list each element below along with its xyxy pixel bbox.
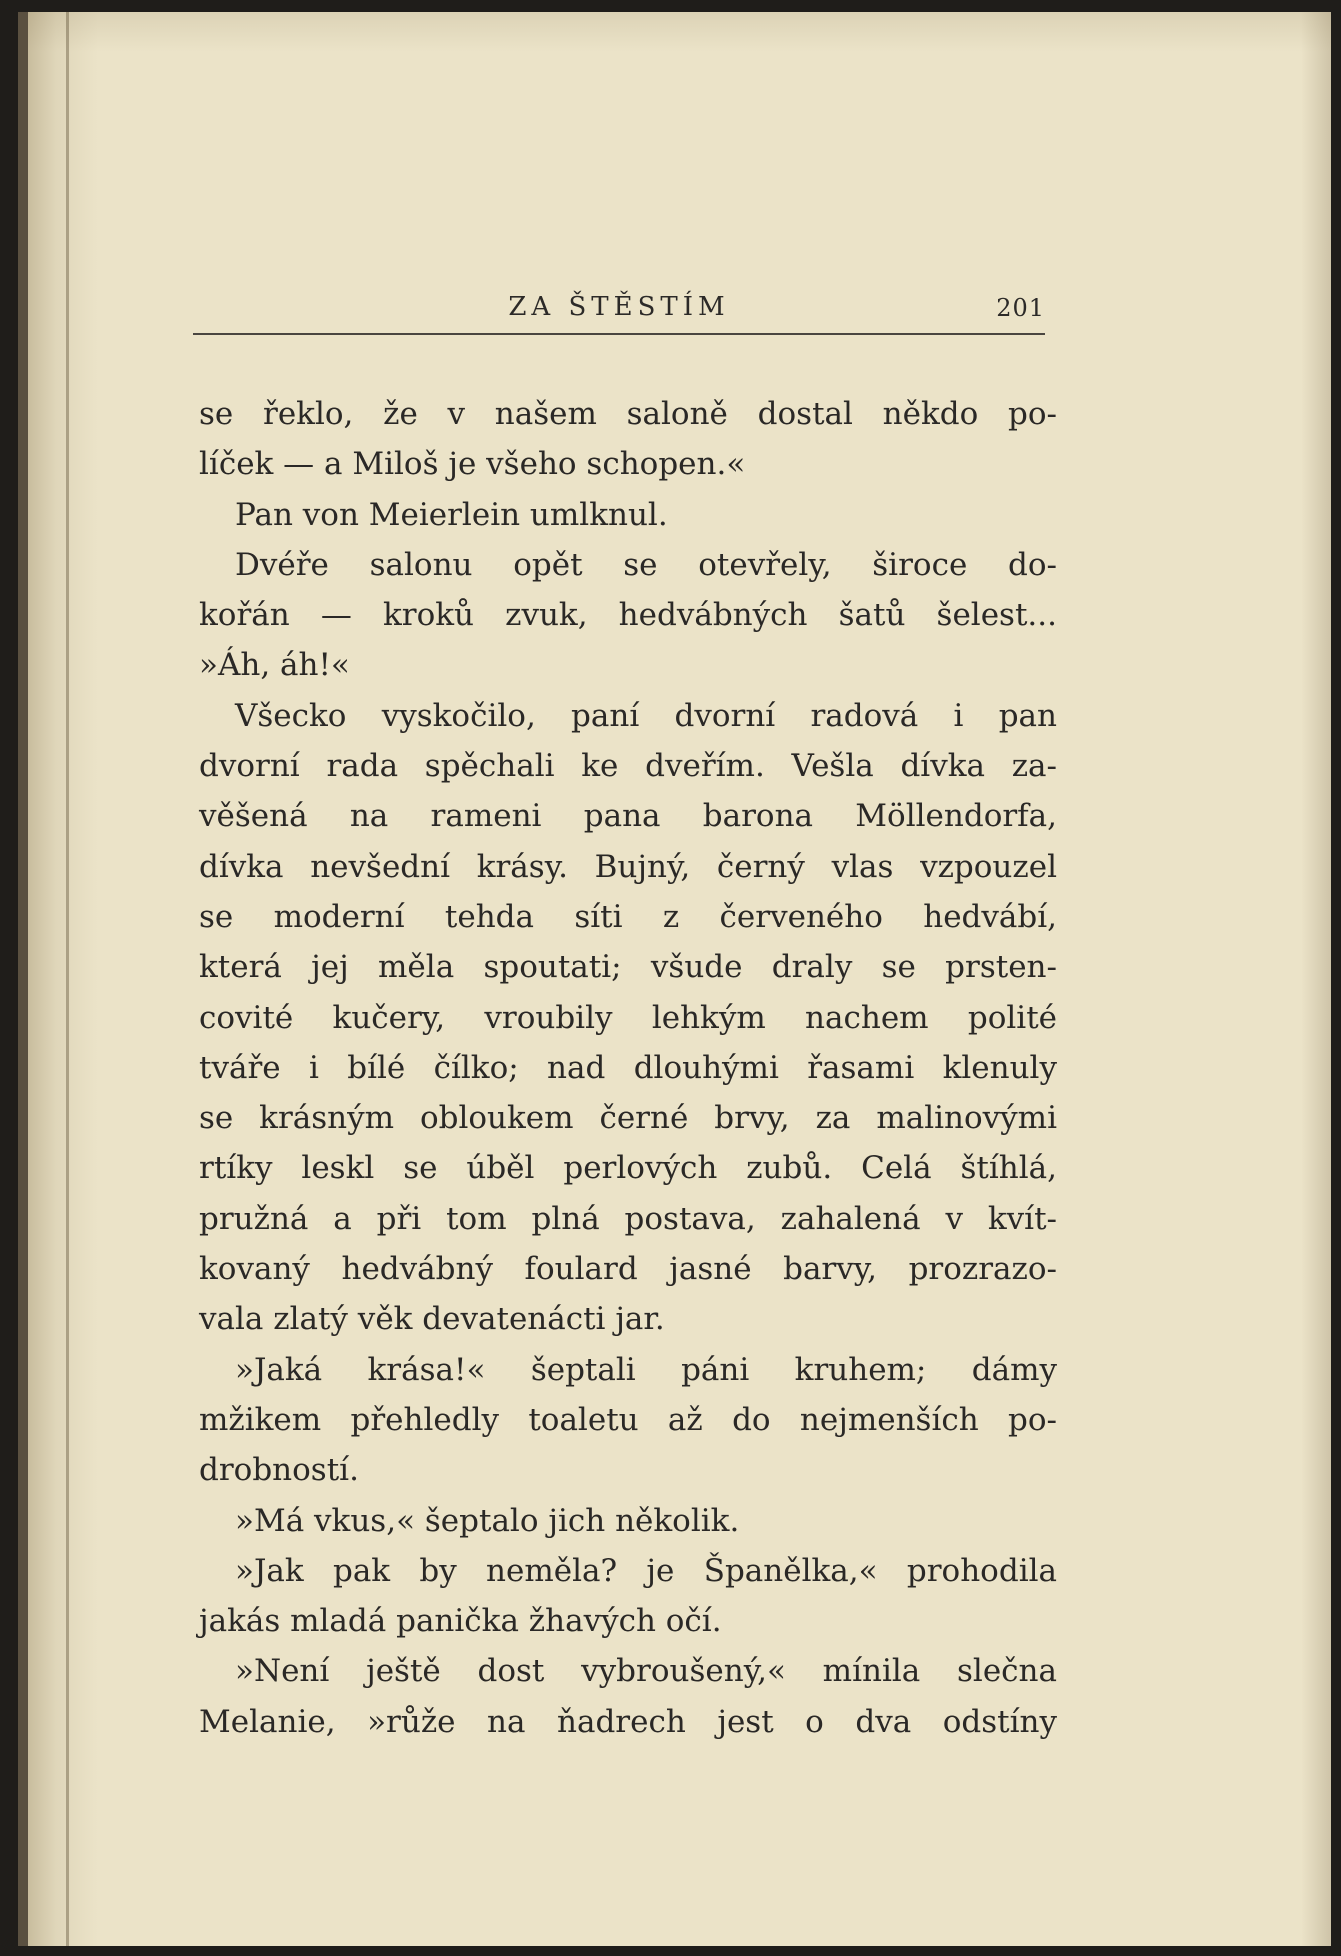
text-line: »Není ještě dost vybroušený,« mínila slečna <box>235 1653 1057 1690</box>
text-line: »Má vkus,« šeptalo jich několik. <box>235 1502 740 1539</box>
text-line: mžikem přehledly toaletu až do nejmenších po- <box>199 1401 1057 1438</box>
text-line: dívka nevšední krásy. Bujný, černý vlas vzpouzel <box>199 848 1057 885</box>
header-rule <box>193 333 1045 335</box>
text-line: která jej měla spoutati; všude draly se prsten- <box>199 949 1057 986</box>
text-line: covité kučery, vroubily lehkým nachem polité <box>199 999 1057 1036</box>
text-line: vala zlatý věk devatenácti jar. <box>199 1301 665 1338</box>
text-line: »Jaká krása!« šeptali páni kruhem; dámy <box>235 1351 1057 1388</box>
text-line: jakás mladá panička žhavých očí. <box>199 1603 722 1640</box>
binding-gutter <box>66 12 69 1946</box>
text-line: dvorní rada spěchali ke dveřím. Vešla dívka za- <box>199 748 1057 785</box>
text-line: se krásným obloukem černé brvy, za malinovými <box>199 1100 1057 1137</box>
running-title: ZA ŠTĚSTÍM <box>508 292 730 322</box>
text-line: »Áh, áh!« <box>199 647 350 684</box>
text-line: drobností. <box>199 1452 359 1489</box>
text-line: Pan von Meierlein umlknul. <box>235 496 668 533</box>
text-line: Všecko vyskočilo, paní dvorní radová i pan <box>235 697 1057 734</box>
text-line: tváře i bílé čílko; nad dlouhými řasami klenuly <box>199 1049 1057 1086</box>
text-line: Dvéře salonu opět se otevřely, široce do- <box>235 546 1057 583</box>
body-text <box>199 389 1057 1747</box>
text-line: se moderní tehda síti z červeného hedvábí, <box>199 898 1057 935</box>
text-line: se řeklo, že v našem saloně dostal někdo po- <box>199 396 1057 432</box>
running-head <box>193 288 1045 326</box>
text-line: »Jak pak by neměla? je Španělka,« prohodila <box>235 1552 1057 1589</box>
page-number: 201 <box>996 294 1045 322</box>
text-line: rtíky leskl se úběl perlových zubů. Celá štíhlá, <box>199 1150 1057 1187</box>
text-line: líček — a Miloš je všeho schopen.« <box>199 446 746 483</box>
text-line: kořán — kroků zvuk, hedvábných šatů šelest... <box>199 597 1057 634</box>
text-line: věšená na rameni pana barona Möllendorfa, <box>199 798 1057 835</box>
text-line: pružná a při tom plná postava, zahalená v kvít- <box>199 1200 1057 1237</box>
text-line: Melanie, »růže na ňadrech jest o dva odstíny <box>199 1703 1057 1740</box>
text-line: kovaný hedvábný foulard jasné barvy, prozrazo- <box>199 1251 1057 1288</box>
